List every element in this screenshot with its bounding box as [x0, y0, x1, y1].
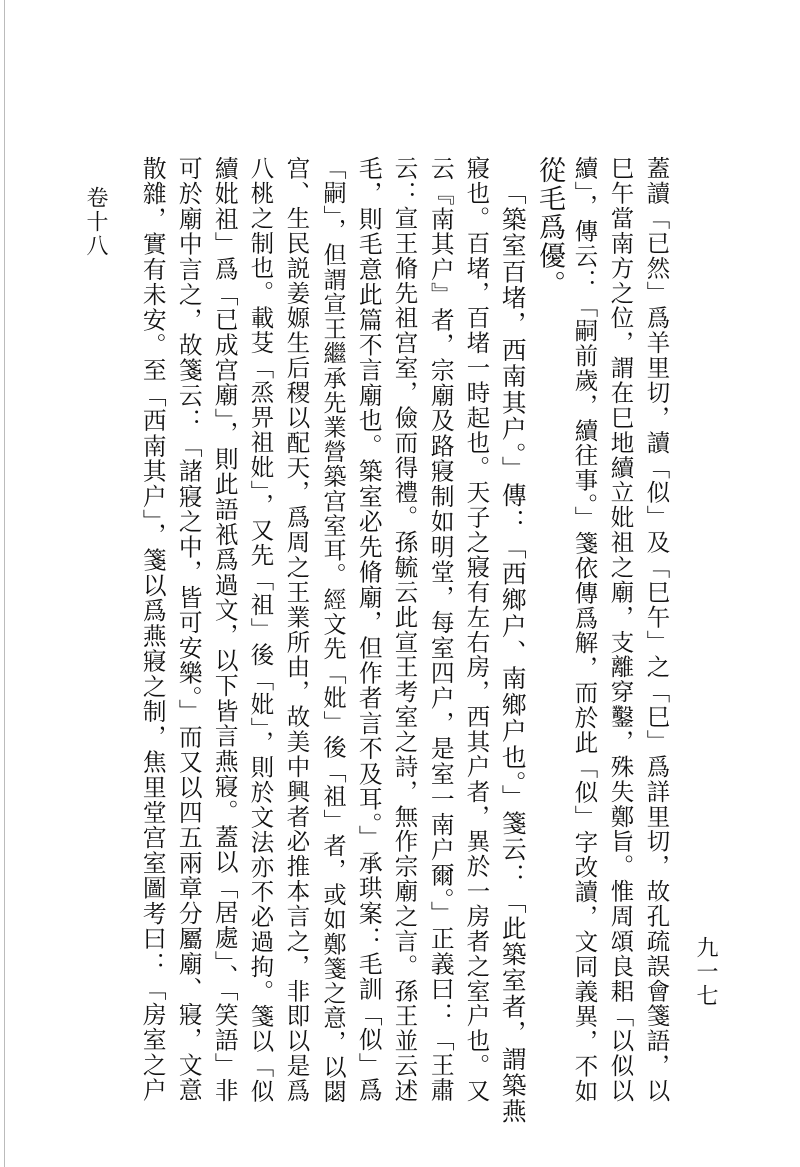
column-text: 蓋讀「已然」爲羊里切，讀「似」及「巳午」之「巳」爲詳里切，故孔疏誤會箋語，以	[642, 156, 671, 1104]
text-column	[138, 156, 167, 1103]
column-text: 毛，則毛意此篇不言廟也。築室必先脩廟，但作者言不及耳。」承珙案：毛訓「似」爲	[354, 156, 383, 1103]
column-text: 續」，傳云：「嗣前歲，續往事。」箋依傳爲解，而於此「似」字改讀，文同義異，不如	[570, 156, 599, 1104]
column-text: 云『南其户』者，宗廟及路寢制如明堂，每室四户，是室一南户爾。」正義曰：「王肅	[426, 156, 455, 1103]
column-text: 「築室百堵，西南其户。」傳：「西鄉户、南鄉户也。」箋云：「此築室者，謂築燕	[498, 180, 528, 1125]
page-edge-line	[4, 0, 5, 1167]
text-column	[390, 156, 419, 1104]
column-text: 八桃之制也。載芟「烝畀祖妣」，又先「祖」後「妣」，則於文法亦不必過拘。箋以「似	[246, 156, 275, 1104]
text-column	[354, 156, 383, 1103]
volume-label: 卷十八	[83, 186, 108, 258]
text-column	[536, 156, 563, 299]
column-text: 可於廟中言之，故箋云：「諸寢之中，皆可安樂。」而又以四五兩章分屬廟、寢，文意	[174, 156, 203, 1103]
text-column	[282, 156, 311, 1104]
column-text: 「嗣」，但謂宣王繼承先業營築宫室耳。經文先「妣」後「祖」者，或如鄭箋之意，以閟	[319, 156, 346, 1105]
column-text: 巳午當南方之位，謂在巳地續立妣祖之廟，支離穿鑿，殊失鄭旨。惟周頌良耜「以似以	[606, 156, 635, 1104]
column-text: 從毛爲優。	[534, 156, 565, 299]
text-column	[498, 180, 528, 1125]
column-text: 散雜，實有未安。至「西南其户」，箋以爲燕寢之制，焦里堂宫室圖考曰：「房室之户	[138, 156, 167, 1103]
column-text: 續妣祖」爲「已成宫廟」，則此語衹爲過文，以下皆言燕寢。蓋以「居處」、「笑語」非	[210, 156, 239, 1104]
text-column	[246, 156, 275, 1104]
text-column	[210, 156, 239, 1104]
text-column	[174, 156, 203, 1103]
column-text: 寢也。百堵，百堵一時起也。天子之寢有左右房，西其户者，異於一房者之室户也。又	[462, 156, 491, 1104]
text-column	[462, 156, 491, 1104]
text-column	[319, 156, 346, 1105]
text-column	[426, 156, 455, 1103]
column-text: 云：宣王脩先祖宫室，儉而得禮。孫毓云此宣王考室之詩，無作宗廟之言。孫王並云述	[390, 156, 419, 1104]
column-text: 宫、生民説姜嫄生后稷以配天，爲周之王業所由，故美中興者必推本言之，非即以是爲	[282, 156, 311, 1104]
text-column	[570, 156, 599, 1104]
text-column	[642, 156, 671, 1104]
text-column	[606, 156, 635, 1104]
page-number: 九一七	[693, 936, 718, 1008]
